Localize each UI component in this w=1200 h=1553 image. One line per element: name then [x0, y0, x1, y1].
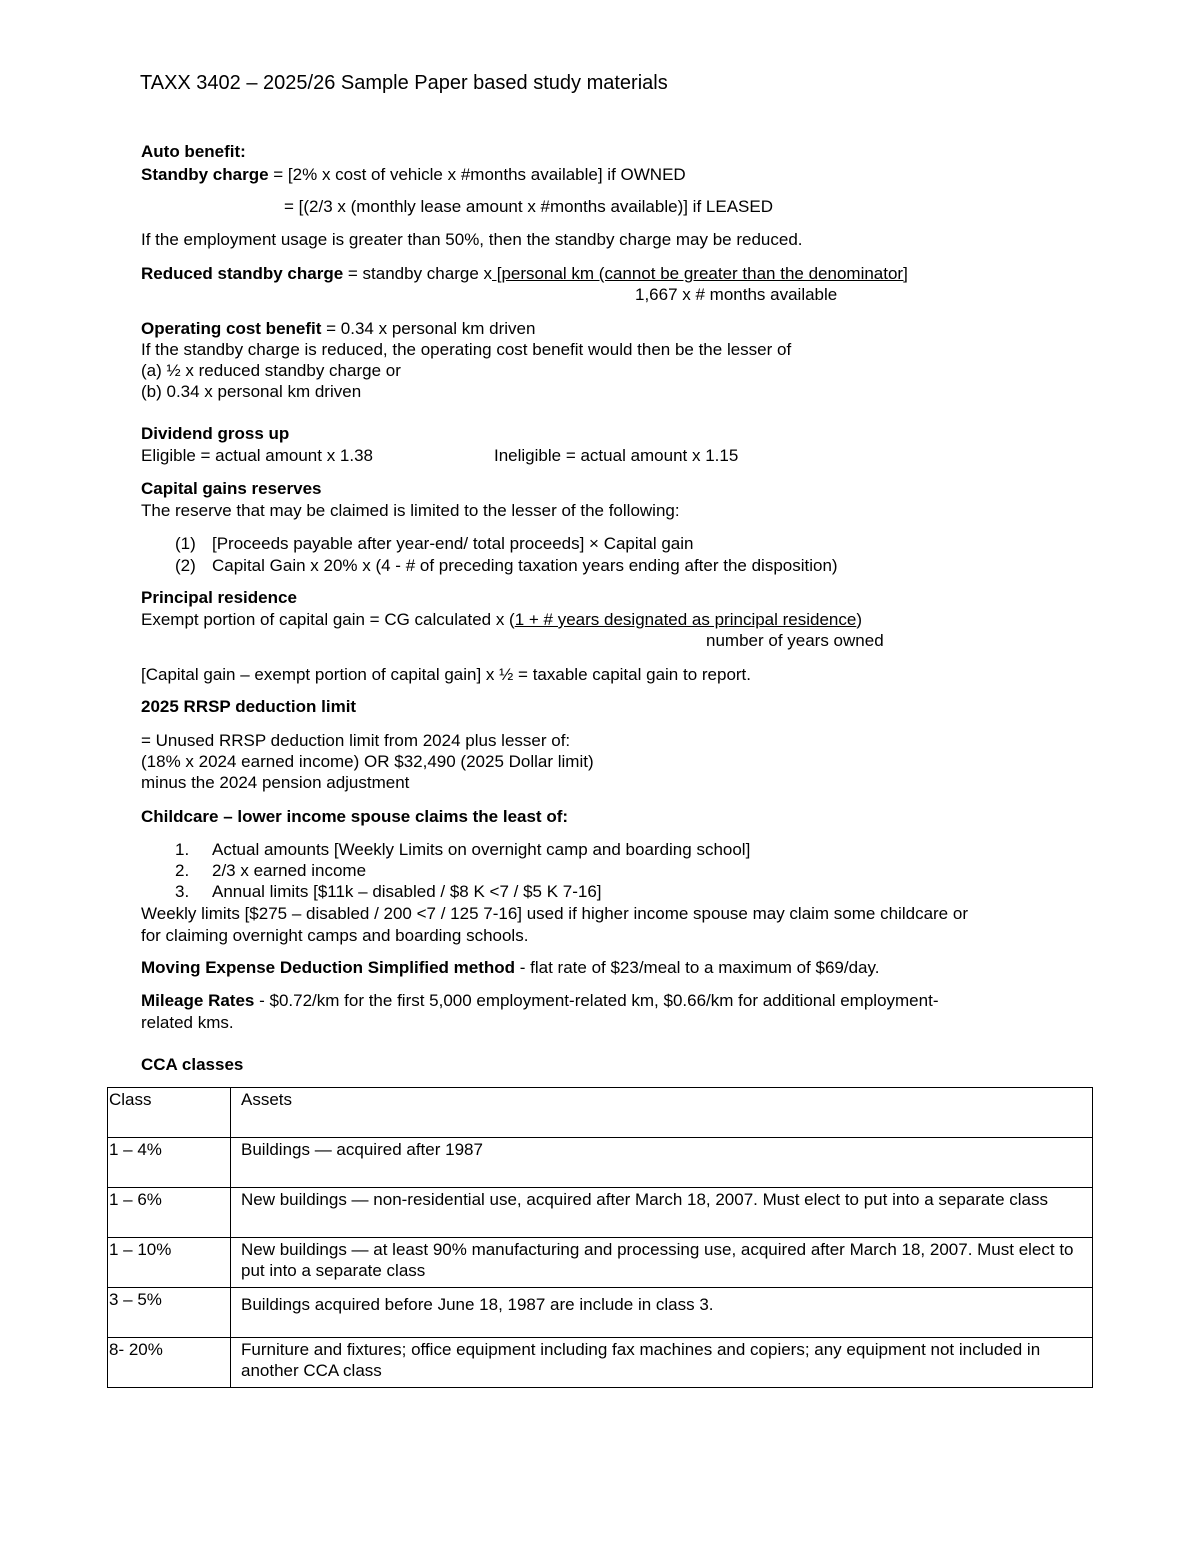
reserves-item-text: Capital Gain x 20% x (4 - # of preceding taxation years ending after the disposition) — [212, 556, 838, 575]
reserves-item-num: (1) — [175, 534, 196, 553]
mileage-rates-cont: related kms. — [141, 1013, 234, 1032]
standby-reduction-note: If the employment usage is greater than 50%, then the standby charge may be reduced. — [141, 230, 803, 249]
residence-denominator: number of years owned — [706, 631, 884, 650]
residence-taxable-gain: [Capital gain – exempt portion of capital gain] x ½ = taxable capital gain to report. — [141, 665, 752, 684]
cca-assets-cell: Buildings — acquired after 1987 — [231, 1138, 1093, 1188]
childcare-weekly-limits-cont: for claiming overnight camps and boarding schools. — [141, 926, 529, 945]
table-row — [108, 1188, 1093, 1238]
rrsp-line: minus the 2024 pension adjustment — [141, 773, 410, 792]
cca-heading: CCA classes — [141, 1055, 244, 1074]
page-header: TAXX 3402 – 2025/26 Sample Paper based study materials — [140, 72, 668, 94]
childcare-item-num: 2. — [175, 861, 190, 880]
reserves-item-num: (2) — [175, 556, 196, 575]
cca-assets-cell: Furniture and fixtures; office equipment including fax machines and copiers; any equipment not included in another CCA class — [231, 1338, 1093, 1388]
operating-cost-benefit: Operating cost benefit = 0.34 x personal km driven — [141, 319, 536, 338]
rrsp-line: = Unused RRSP deduction limit from 2024 plus lesser of: — [141, 731, 571, 750]
table-row — [108, 1138, 1093, 1188]
standby-charge-leased: = [(2/3 x (monthly lease amount x #months available)] if LEASED — [284, 197, 773, 216]
residence-formula: Exempt portion of capital gain = CG calculated x (1 + # years designated as principal residence) — [141, 610, 863, 629]
childcare-item-text: Actual amounts [Weekly Limits on overnight camp and boarding school] — [212, 840, 751, 859]
reserves-heading: Capital gains reserves — [141, 479, 322, 498]
cca-assets-cell: New buildings — at least 90% manufacturing and processing use, acquired after March 18, 2007. Must elect to put into a separate class — [231, 1238, 1093, 1288]
rrsp-line: (18% x 2024 earned income) OR $32,490 (2025 Dollar limit) — [141, 752, 594, 771]
cca-class-cell: 8- 20% — [108, 1338, 231, 1388]
dividend-heading: Dividend gross up — [141, 424, 290, 443]
reserves-item-text: [Proceeds payable after year-end/ total proceeds] × Capital gain — [212, 534, 694, 553]
mileage-rates: Mileage Rates - $0.72/km for the first 5,000 employment-related km, $0.66/km for additional employment- — [141, 991, 939, 1010]
reduced-standby-formula: Reduced standby charge = standby charge x [personal km (cannot be greater than the denominator] — [141, 264, 908, 283]
table-row — [108, 1338, 1093, 1388]
dividend-ineligible: Ineligible = actual amount x 1.15 — [494, 446, 739, 465]
cca-table — [107, 1087, 1093, 1388]
auto-benefit-heading: Auto benefit: — [141, 142, 246, 161]
cca-class-cell: 1 – 6% — [108, 1188, 231, 1238]
operating-cost-note: If the standby charge is reduced, the operating cost benefit would then be the lesser of — [141, 340, 792, 359]
column-header-class: Class — [108, 1088, 231, 1138]
childcare-item-text: 2/3 x earned income — [212, 861, 367, 880]
moving-expense: Moving Expense Deduction Simplified method - flat rate of $23/meal to a maximum of $69/day. — [141, 958, 880, 977]
residence-heading: Principal residence — [141, 588, 297, 607]
childcare-item-num: 3. — [175, 882, 190, 901]
reserves-intro: The reserve that may be claimed is limited to the lesser of the following: — [141, 501, 680, 520]
table-row — [108, 1288, 1093, 1338]
childcare-heading: Childcare – lower income spouse claims the least of: — [141, 807, 569, 826]
operating-cost-option-a: (a) ½ x reduced standby charge or — [141, 361, 401, 380]
operating-cost-option-b: (b) 0.34 x personal km driven — [141, 382, 362, 401]
cca-assets-cell: Buildings acquired before June 18, 1987 are include in class 3. — [231, 1288, 1093, 1338]
dividend-eligible: Eligible = actual amount x 1.38 — [141, 446, 374, 465]
column-header-assets: Assets — [231, 1088, 1093, 1138]
cca-class-cell: 1 – 10% — [108, 1238, 231, 1288]
rrsp-heading: 2025 RRSP deduction limit — [141, 697, 357, 716]
cca-assets-cell: New buildings — non-residential use, acquired after March 18, 2007. Must elect to put into a separate class — [231, 1188, 1093, 1238]
standby-charge-owned: Standby charge = [2% x cost of vehicle x #months available] if OWNED — [141, 165, 686, 184]
reduced-standby-denominator: 1,667 x # months available — [635, 285, 838, 304]
cca-class-cell: 3 – 5% — [108, 1288, 231, 1338]
childcare-item-num: 1. — [175, 840, 190, 859]
cca-class-cell: 1 – 4% — [108, 1138, 231, 1188]
childcare-weekly-limits: Weekly limits [$275 – disabled / 200 <7 / 125 7-16] used if higher income spouse may claim some childcare or — [141, 904, 968, 923]
table-header-row — [108, 1088, 1093, 1138]
childcare-item-text: Annual limits [$11k – disabled / $8 K <7 / $5 K 7-16] — [212, 882, 602, 901]
table-row — [108, 1238, 1093, 1288]
